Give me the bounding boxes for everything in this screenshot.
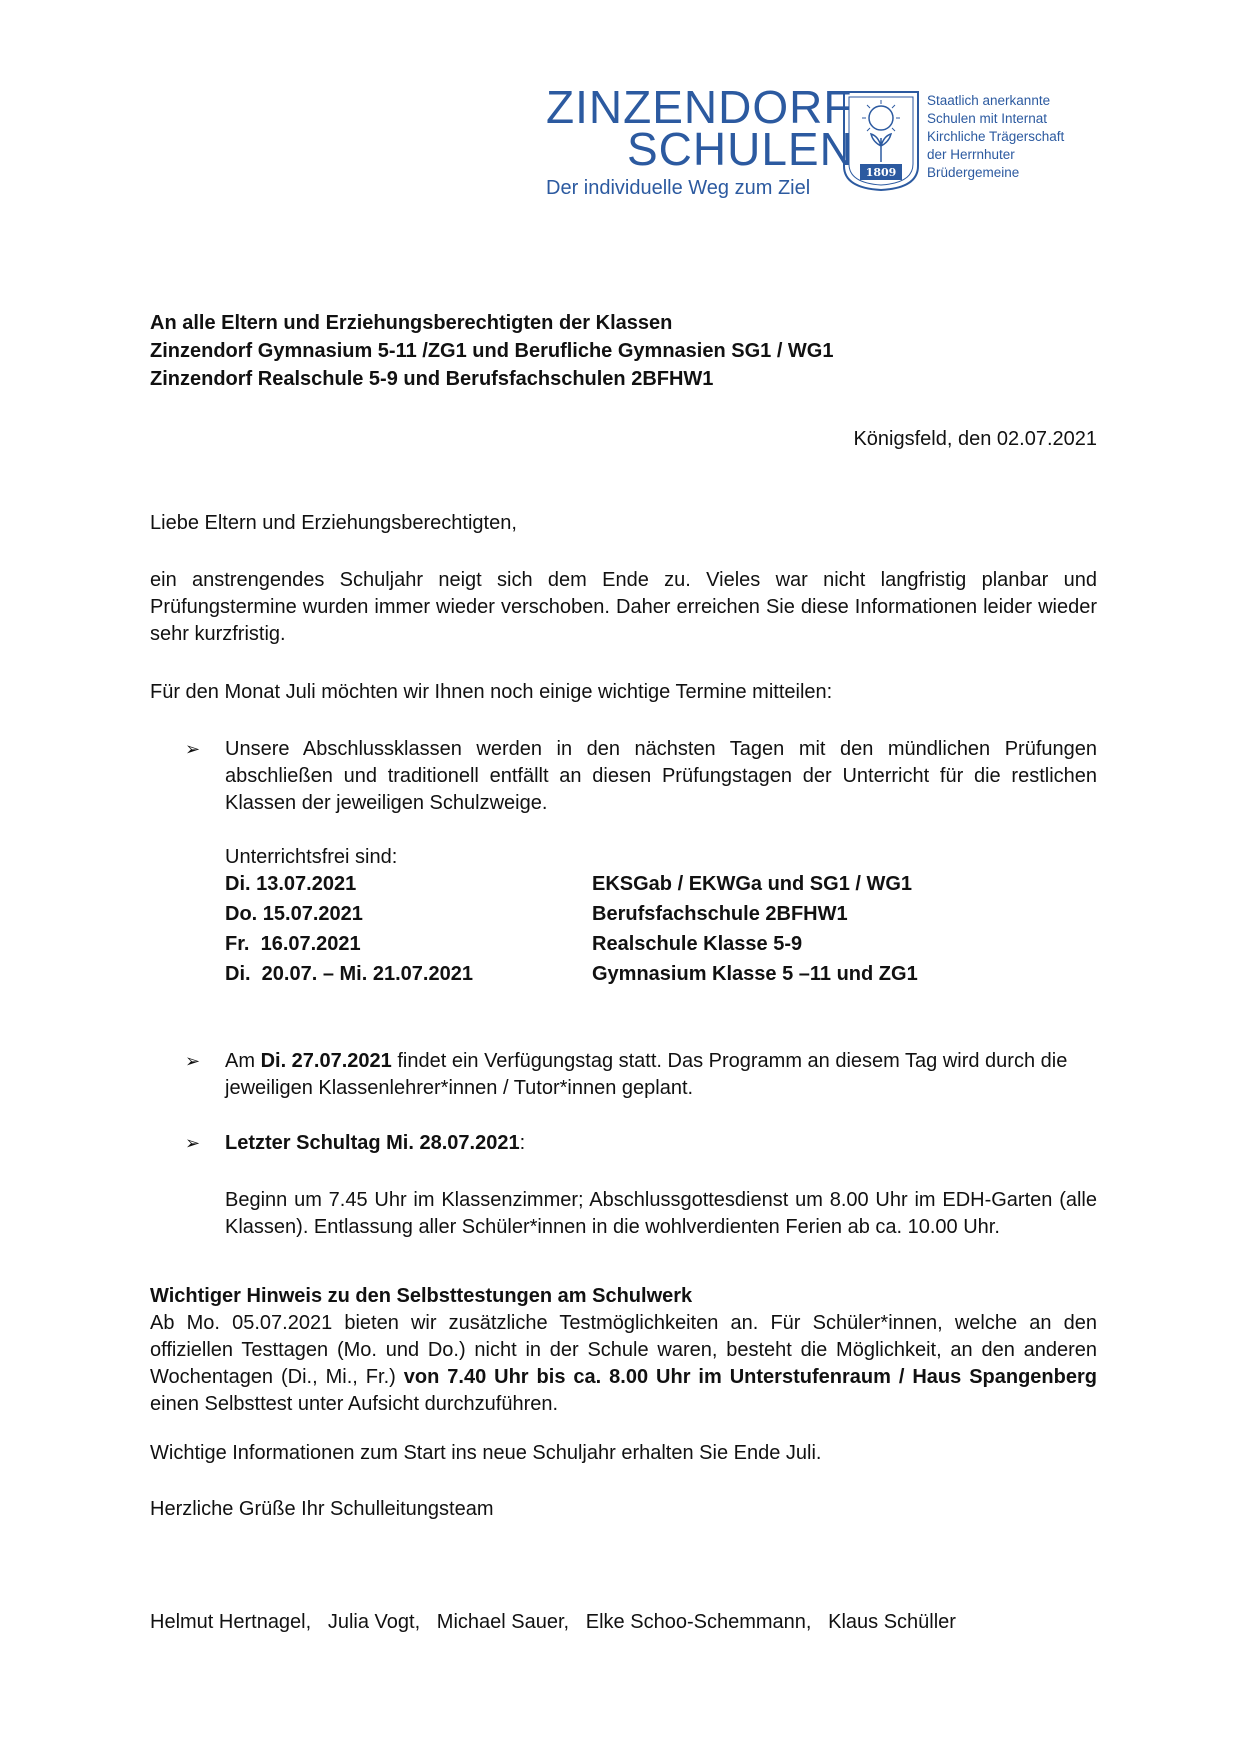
letter-date: Königsfeld, den 02.07.2021 — [853, 428, 1097, 450]
closing: Herzliche Grüße Ihr Schulleitungsteam — [150, 1498, 494, 1520]
heading-line: Zinzendorf Gymnasium 5-11 /ZG1 und Berufliche Gymnasien SG1 / WG1 — [150, 340, 834, 362]
bullet3-bold: Letzter Schultag Mi. 28.07.2021 — [225, 1132, 520, 1154]
free-day-group: Realschule Klasse 5-9 — [592, 933, 803, 955]
signatures: Helmut Hertnagel, Julia Vogt, Michael Sauer, Elke Schoo-Schemmann, Klaus Schüller — [150, 1611, 956, 1633]
side-line: Brüdergemeine — [927, 165, 1020, 180]
free-day-group: EKSGab / EKWGa und SG1 / WG1 — [592, 873, 913, 895]
bullet-exams: Unsere Abschlussklassen werden in den nächsten Tagen mit den mündlichen Prüfungen abschließen und traditionell entfällt an diesen Prüfungstagen der Unterricht für die restlichen Klassen der jeweiligen Schulzweige. — [225, 738, 1097, 814]
heading-line: An alle Eltern und Erziehungsberechtigten der Klassen — [150, 312, 673, 334]
info-line: Wichtige Informationen zum Start ins neue Schuljahr erhalten Sie Ende Juli. — [150, 1442, 822, 1464]
notice-pre: Ab Mo. 05.07.2021 bieten wir zusätzliche Testmöglichkeiten an. Für Schüler*innen, welche an den offiziellen Testtagen (Mo. und Do.) nicht in der Schule waren, besteht die Möglichkeit, an den anderen Wochentagen (Di., Mi., Fr.) — [150, 1312, 1097, 1388]
notice-title: Wichtiger Hinweis zu den Selbsttestungen am Schulwerk — [150, 1285, 693, 1307]
free-day-date: Fr. 16.07.2021 — [225, 933, 361, 955]
emblem-year: 1809 — [865, 166, 897, 179]
arrow-bullet-icon: ➢ — [185, 1051, 201, 1071]
notice-body — [150, 1310, 1097, 1418]
free-day-date: Do. 15.07.2021 — [225, 903, 363, 925]
free-day-group: Gymnasium Klasse 5 –11 und ZG1 — [592, 963, 918, 985]
side-line: Schulen mit Internat — [927, 111, 1048, 126]
logo-tagline: Der individuelle Weg zum Ziel — [546, 177, 811, 199]
free-day-group: Berufsfachschule 2BFHW1 — [592, 903, 848, 925]
intro-paragraph: ein anstrengendes Schuljahr neigt sich dem Ende zu. Vieles war nicht langfristig planbar und Prüfungstermine wurden immer wieder verschoben. Daher erreichen Sie diese Informationen leider wieder sehr kurzfristig. — [150, 569, 1097, 645]
logo-wordmark-line2: SCHULEN — [627, 123, 854, 175]
bullet2-post: findet ein Verfügungstag statt. Das Programm an diesem Tag wird durch die jeweiligen Klassenlehrer*innen / Tutor*innen geplant. — [225, 1050, 1068, 1099]
side-line: Staatlich anerkannte — [927, 93, 1051, 108]
side-line: der Herrnhuter — [927, 147, 1015, 162]
letter-heading — [150, 309, 834, 393]
notice-bold: von 7.40 Uhr bis ca. 8.00 Uhr im Unterstufenraum / Haus Spangenberg — [403, 1366, 1097, 1388]
bullet-last-day — [225, 1130, 525, 1157]
notice-post: einen Selbsttest unter Aufsicht durchzuführen. — [150, 1393, 559, 1415]
bullet2-date: Di. 27.07.2021 — [260, 1050, 392, 1072]
month-intro: Für den Monat Juli möchten wir Ihnen noch einige wichtige Termine mitteilen: — [150, 681, 833, 703]
letterhead-side-text — [927, 92, 1064, 182]
free-day-date: Di. 20.07. – Mi. 21.07.2021 — [225, 963, 473, 985]
arrow-bullet-icon: ➢ — [185, 739, 201, 759]
bullet2-pre: Am — [225, 1050, 261, 1072]
bullet3-post: : — [519, 1132, 526, 1154]
logo-wordmark-line1: ZINZENDORF — [546, 81, 853, 133]
free-day-date: Di. 13.07.2021 — [225, 873, 357, 895]
side-line: Kirchliche Trägerschaft — [927, 129, 1065, 144]
free-days-label: Unterrichtsfrei sind: — [225, 846, 398, 868]
last-day-details: Beginn um 7.45 Uhr im Klassenzimmer; Abschlussgottesdienst um 8.00 Uhr im EDH-Garten (alle Klassen). Entlassung aller Schüler*innen in die wohlverdienten Ferien ab ca. 10.00 Uhr. — [225, 1189, 1097, 1238]
school-emblem-icon — [840, 88, 922, 192]
heading-line: Zinzendorf Realschule 5-9 und Berufsfachschulen 2BFHW1 — [150, 368, 714, 390]
arrow-bullet-icon: ➢ — [185, 1133, 201, 1153]
salutation: Liebe Eltern und Erziehungsberechtigten, — [150, 512, 517, 534]
bullet-verfuegungstag — [225, 1048, 1097, 1102]
